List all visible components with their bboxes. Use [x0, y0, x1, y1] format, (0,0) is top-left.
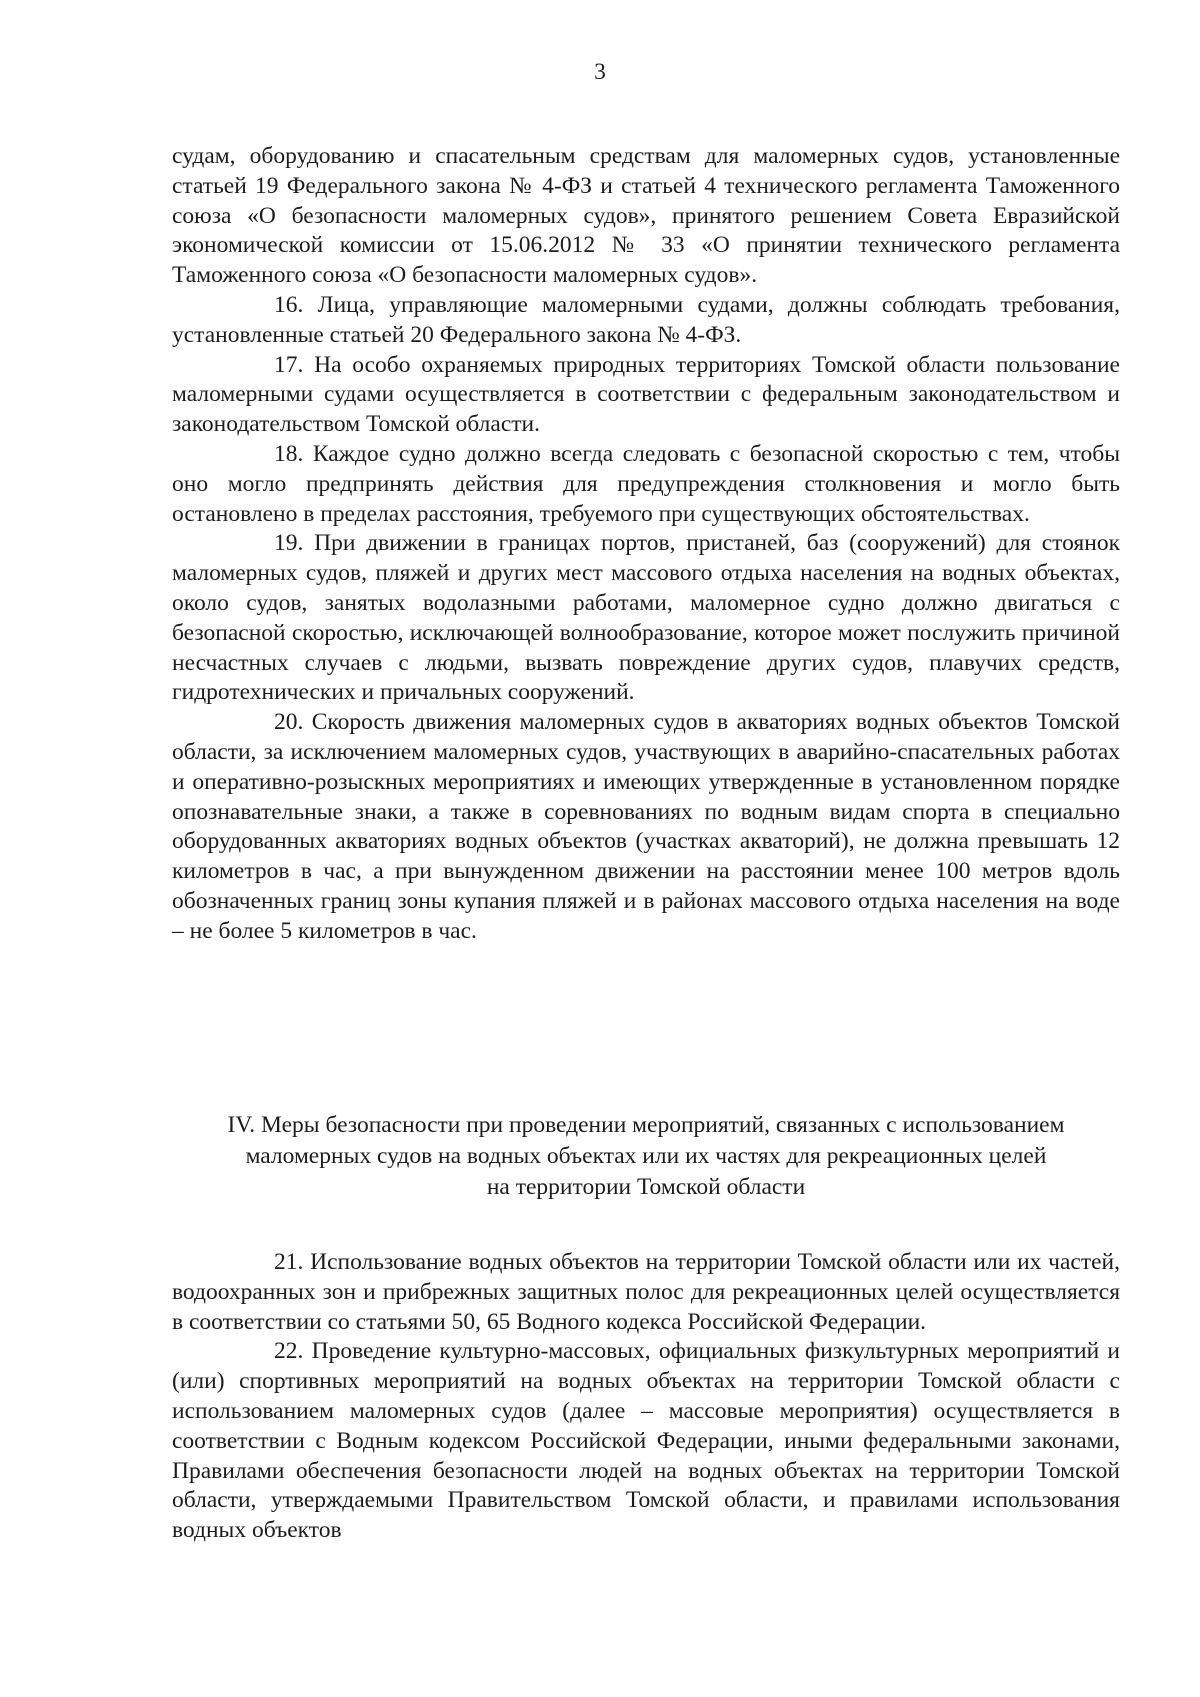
- body-text-top: [172, 142, 1120, 947]
- body-text-bottom: [172, 1248, 1120, 1546]
- paragraph-17: 17. На особо охраняемых природных территориях Томской области пользование маломерными судами осуществляется в соответствии с федеральным законодательством и законодательством Томской области.: [172, 351, 1120, 438]
- paragraph-20: 20. Скорость движения маломерных судов в акваториях водных объектов Томской области, за исключением маломерных судов, участвующих в аварийно-спасательных работах и оперативно-розыскных мероприятиях и имеющих утвержденные в установленном порядке опознавательные знаки, а также в соревнованиях по водным видам спорта в специально оборудованных акваториях водных объектов (участках акваторий), не должна превышать 12 километров в час, а при вынужденном движении на расстоянии менее 100 метров вдоль обозначенных границ зоны купания пляжей и в районах массового отдыха населения на воде – не более 5 километров в час.: [172, 709, 1120, 944]
- paragraph-21: 21. Использование водных объектов на территории Томской области или их частей, водоохранных зон и прибрежных защитных полос для рекреационных целей осуществляется в соответствии со статьями 50, 65 Водного кодекса Российской Федерации.: [172, 1249, 1120, 1335]
- section-heading: [172, 1110, 1120, 1203]
- section-heading-line-1: IV. Меры безопасности при проведении мероприятий, связанных с использованием: [227, 1112, 1065, 1138]
- paragraph-continuation: судам, оборудованию и спасательным средствам для маломерных судов, установленные статьей 19 Федерального закона № 4-ФЗ и статьей 4 технического регламента Таможенного союза «О безопасности маломерных судов», принятого решением Совета Евразийской экономической комиссии от 15.06.2012 № 33 «О принятии технического регламента Таможенного союза «О безопасности маломерных судов».: [172, 143, 1120, 289]
- paragraph-22: 22. Проведение культурно-массовых, официальных физкультурных мероприятий и (или) спортивных мероприятий на водных объектах на территории Томской области с использованием маломерных судов (далее – массовые мероприятия) осуществляется в соответствии с Водным кодексом Российской Федерации, иными федеральными законами, Правилами обеспечения безопасности людей на водных объектах на территории Томской области, утверждаемыми Правительством Томской области, и правилами использования водных объектов: [172, 1338, 1120, 1544]
- section-heading-line-3: на территории Томской области: [486, 1174, 806, 1200]
- paragraph-16: 16. Лица, управляющие маломерными судами, должны соблюдать требования, установленные статьей 20 Федерального закона № 4-ФЗ.: [172, 291, 1120, 348]
- paragraph-18: 18. Каждое судно должно всегда следовать с безопасной скоростью с тем, чтобы оно могло предпринять действия для предупреждения столкновения и могло быть остановлено в пределах расстояния, требуемого при существующих обстоятельствах.: [172, 440, 1120, 527]
- page-number: 3: [594, 59, 606, 85]
- paragraph-19: 19. При движении в границах портов, пристаней, баз (сооружений) для стоянок маломерных судов, пляжей и других мест массового отдыха населения на водных объектах, около судов, занятых водолазными работами, маломерное судно должно двигаться с безопасной скоростью, исключающей волнообразование, которое может послужить причиной несчастных случаев с людьми, вызвать повреждение других судов, плавучих средств, гидротехнических и причальных сооружений.: [172, 530, 1120, 706]
- section-heading-line-2: маломерных судов на водных объектах или их частях для рекреационных целей: [245, 1143, 1047, 1169]
